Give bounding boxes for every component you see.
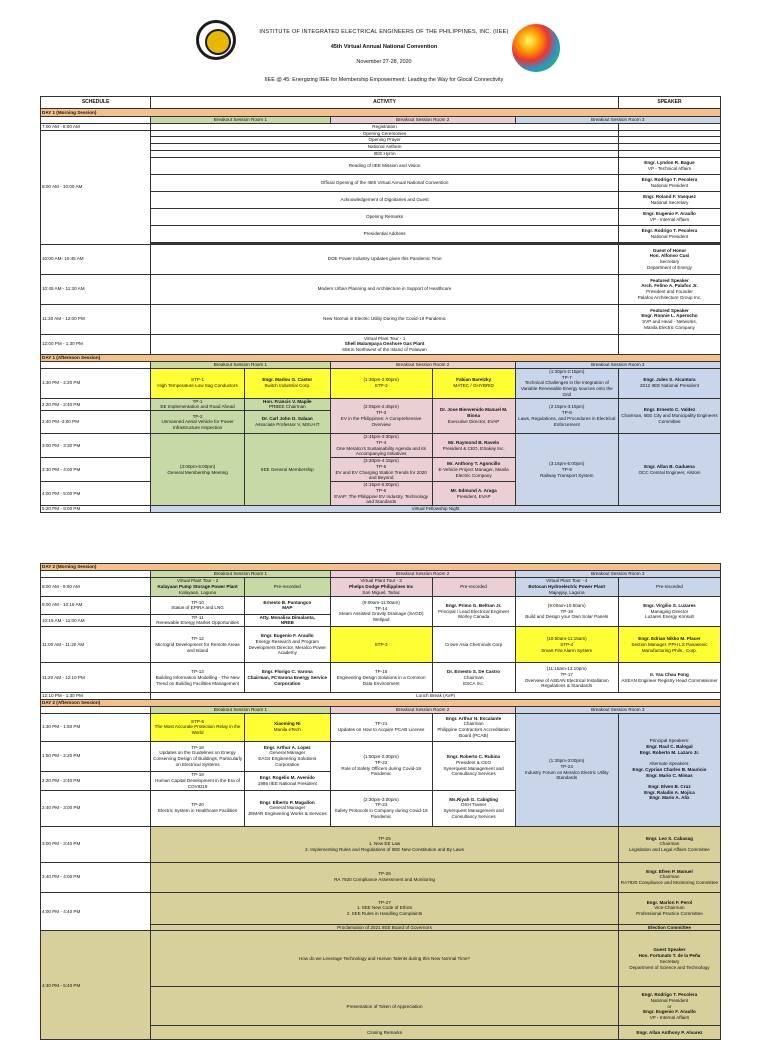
speaker-cell: Engr. Roberto C. Rubina President & CEO Synerquest Management and Consultancy Services <box>432 741 515 790</box>
speaker-cell: Engr. Ernesto C. Valdez Chairman, IIEE City and Municipality Engineers Committee <box>618 398 720 433</box>
activity-cell: Virtual Plant Tour - 2 Kalayaan Pump Storage Power Plant Kalayaan, Laguna <box>151 577 245 596</box>
time-slot: 4:00 PM - 4:40 PM <box>41 892 151 931</box>
activity-cell: TP-10 Status of EPIRA and LNG <box>151 596 245 614</box>
activity-cell: How do we Leverage Technology and Human Talents during this New Normal Time? <box>151 931 619 987</box>
activity-cell: (9:00am-10:50am) TP-18 Build and Design your Own Solar Panels <box>515 596 618 626</box>
activity-cell: (3:30pm-4:15pm) TP-5 EV and EV Charging Station Trends for 2020 and Beyond <box>330 458 432 482</box>
activity-cell: TP-1 EE Implementation and Road Ahead <box>151 398 245 410</box>
col-header-speaker: SPEAKER <box>618 97 720 109</box>
room-header: Breakout Session Room 1 <box>151 361 331 368</box>
speaker-cell: Mr. Edmund A. Araga President, EVAP <box>432 482 515 506</box>
time-slot: 9:00 AM - 10:15 AM <box>41 596 151 614</box>
speaker-cell: Dr. Jose Bienvenido Manuel M. Biona Executive Director, EVAP <box>432 398 515 433</box>
activity-cell: Acknowledgement of Dignitaries and Guest <box>151 191 619 208</box>
activity-cell: Virtual Plant Tour - 1 Shell Malampaya Onshore Gas Plant 65Km Northwest of the Island of Palawan <box>151 334 619 354</box>
activity-cell: TP-19 Human Capital Development in the Era of COVID19 <box>151 771 245 790</box>
activity-cell: (2:45pm-3:30pm) TP-4 One Meralco's Sustainability Agenda and its Accompanying Initiatives <box>330 434 432 458</box>
time-slot: 4:40 PM - 5:40 PM <box>41 931 151 1040</box>
activity-cell: TP-25 1. New EE Law 2. Implementing Rules and Regulations of IIEE New Constitution and By Laws <box>151 826 619 862</box>
time-slot: 2:20 PM - 2:40 PM <box>41 398 151 410</box>
page-header <box>0 0 768 95</box>
speaker-cell: Engr. Elberto P. Magallon General Manager JEMAR Engineering Works & Services <box>244 790 330 826</box>
activity-cell: Presentation of Token of Appreciation <box>151 987 619 1026</box>
speaker-cell: Ms.Riyah G. Cabigting OSH Trainer Synerquest Management and Consultancy Services <box>432 790 515 826</box>
time-slot: 11:30 AM - 12:00 PM <box>41 304 151 334</box>
activity-cell: STP-1 High Temperature Low Sag Conductors <box>151 368 245 398</box>
time-slot: 5:20 PM - 8:00 PM <box>41 506 151 513</box>
activity-cell: Virtual Plant Tour - 3 Phelps Dodge Philippines Inc San Miguel, Tarlac <box>330 577 432 596</box>
time-slot: 12:10 PM - 1:30 PM <box>41 693 151 700</box>
activity-cell: Closing Remarks <box>151 1026 619 1040</box>
speaker-cell: Pre-recorded <box>618 577 720 596</box>
room-header: Breakout Session Room 1 <box>151 117 331 124</box>
room-header: Breakout Session Room 2 <box>330 361 515 368</box>
activity-cell: Opening Prayer <box>151 137 619 144</box>
speaker-cell: Engr. Allan B. Gaduena OCC Central Engineer, Alstom <box>618 434 720 506</box>
speaker-cell: Engr. Rodrigo T. Pecolera National President <box>618 174 720 191</box>
room-header: Breakout Session Room 1 <box>151 571 330 578</box>
speaker-cell: Principal Speakers: Engr. Raul C. Balogal Engr. Roberto M. Lazaro Jr. Alternate Speakers: Engr. Cyprian Charles B. Mauricio Engr. Mario C. Mimas Engr. Elven B. Cruz Engr. Raladin A. Mojica Engr. Mario A. Alix <box>618 713 720 826</box>
iiee-logo <box>196 20 236 60</box>
convention-theme: IIEE @ 45: Energizing IIEE for Membership Empowerment: Leading the Way for Glocal Connectivity <box>264 77 504 83</box>
activity-cell: Registration <box>151 124 619 131</box>
speaker-cell: Ir. Yau Chau Fong ASEAN Engineer Registry Head Commissioner <box>618 663 720 693</box>
section-day2-morning: DAY 2 (Morning Session) <box>41 564 721 571</box>
time-slot: 2:20 PM - 2:40 PM <box>41 771 151 790</box>
col-header-schedule: SCHEDULE <box>41 97 151 109</box>
room-header: Breakout Session Room 3 <box>515 571 720 578</box>
speaker-cell: Dr. Ernesto S. De Castro Chairman ESCA Inc. <box>432 663 515 693</box>
activity-cell: TP-13 Building Information Modelling - The New Trend on Building Facilities Management <box>151 663 245 693</box>
speaker-cell: Engr. Eugenio F. Araullo VP - Internal Affairs <box>618 208 720 225</box>
activity-cell: IIEE Hymn <box>151 150 619 157</box>
schedule-table-day1 <box>40 96 721 513</box>
activity-cell: TP-12 Microgrid Development for Remote Areas and Island <box>151 627 245 663</box>
time-slot: 10:15 AM - 11:00 AM <box>41 614 151 626</box>
activity-cell: TP-2 Unmanned Aerial Vehicle for Power Infrastructure Inspection <box>151 411 245 434</box>
activity-cell: New Normal in Electric Utility During the Covid-19 Pandemic <box>151 304 619 334</box>
convention-dates: November 27-28, 2020 <box>356 59 412 65</box>
activity-cell: Official Opening of the 45th Virtual Annual National Convention <box>151 174 619 191</box>
activity-cell: (3:15pm-5:00pm) TP-9 Railway Transport System <box>515 434 618 506</box>
speaker-cell: Fabian Barelzky MATEC / GHYBRID <box>432 368 515 398</box>
room-header: Breakout Session Room 2 <box>330 706 515 713</box>
speaker-cell: Election Committee <box>618 924 720 931</box>
time-slot: 11:20 AM - 12:10 PM <box>41 663 151 693</box>
speaker-cell: Pre-recorded <box>244 577 330 596</box>
speaker-cell: Engr. Eugenio F. Araullo Energy Research and Program Development Director, Meralco Power Academy <box>244 627 330 663</box>
col-header-activity: ACTIVITY <box>151 97 619 109</box>
activity-cell: Lunch Break (AVP) <box>151 693 721 700</box>
speaker-cell: Engr. Leo S. Cabasag Chairman Legislation and Legal Affairs Committee <box>618 826 720 862</box>
activity-cell: (2:15pm-3:15pm) TP-8 Laws, Regulations, and Procedures in Electrical Enforcement <box>515 398 618 433</box>
speaker-cell: Engr. Virgilio S. Luzares Managing Director Luzares Energy Konsult <box>618 596 720 626</box>
speaker-cell: Engr. Rodrigo T. Pecolera National President or Engr. Eugenio F. Araullo VP - Internal Affairs <box>618 987 720 1026</box>
time-slot: 8:00 AM - 9:00 AM <box>41 577 151 596</box>
section-day2-afternoon: DAY 2 (Afternoon Session) <box>41 699 721 706</box>
time-slot: 3:30 PM - 4:00 PM <box>41 458 151 482</box>
time-slot: 3:40 PM - 4:00 PM <box>41 862 151 892</box>
time-slot: 1:50 PM - 2:20 PM <box>41 741 151 771</box>
activity-cell: (2:30pm-3:00pm) TP-23 Safety Protocols in Company during Covid-19 Pandemic <box>330 790 432 826</box>
time-slot: 2:40 PM - 3:00 PM <box>41 790 151 826</box>
activity-cell: Virtual Plant Tour - 4 Botocan Hydroelectric Power Plant Majayjay, Laguna <box>515 577 618 596</box>
section-day1-afternoon: DAY 1 (Afternoon Session) <box>41 354 721 361</box>
speaker-cell: Guest of Honor Hon. Alfonso Cusi Secretary Department of Energy <box>618 244 720 274</box>
time-slot: 10:45 AM - 11:30 AM <box>41 274 151 304</box>
activity-cell: Reading of IIEE Mission and Vision <box>151 157 619 174</box>
speaker-cell: Engr. Marlou G. Castor Switch Industrial Corp. <box>244 368 330 398</box>
speaker-cell: Mr. Raymond B. Ravelo President & CEO, ESakay Inc. <box>432 434 515 458</box>
room-header: Breakout Session Room 2 <box>330 117 515 124</box>
activity-cell: STP-3 <box>330 627 432 663</box>
speaker-cell: Atty. Monalisa Dimalanta, NREB <box>244 614 330 626</box>
activity-cell: Virtual Fellowship Night <box>151 506 721 513</box>
speaker-cell: Engr. Efren P. Manuel Chairman RA7920 Compliance and Monitoring Committee <box>618 862 720 892</box>
activity-cell: DOE Power Industry Updates given this Pandemic Time <box>151 244 619 274</box>
schedule-table-day2 <box>40 563 721 1040</box>
org-name: INSTITUTE OF INTEGRATED ELECTRICAL ENGINEERS OF THE PHILIPPINES, INC. (IIEE) <box>259 29 509 35</box>
activity-cell: Opening Ceremonies <box>151 130 619 137</box>
speaker-cell: Engr. Primo G. Beltran Jr. Principal / Lead Electrical Engineer Worley Canada <box>432 596 515 626</box>
speaker-cell: Engr. Arthur N. Escalante Chairman Philippine Contractors Accreditation Board (PCAB) <box>432 713 515 741</box>
speaker-cell: Mr. Anthony T. Agoncillo E-Vehicle Project Manager, Manila Electric Company <box>432 458 515 482</box>
activity-cell: National Anthem <box>151 144 619 151</box>
time-slot: 8:00 AM - 10:00 AM <box>41 130 151 244</box>
time-slot: 3:00 PM - 3:30 PM <box>41 434 151 458</box>
activity-cell: (1:30pm-2:15pm) TP-7 Technical Challenges in the Integration of Variable Renewable Energy sources onto the Grid <box>515 368 618 398</box>
activity-cell: (1:30pm-2:00pm) STP-2 <box>330 368 432 398</box>
time-slot: 7:00 AM - 8:00 AM <box>41 124 151 131</box>
activity-cell: TP-21 Updates on How to Acquire PCAB License <box>330 713 432 741</box>
activity-cell: TP-18 Updates on the Guidelines on Energy Conserving Design of Buildings, Particularly on Electrical Systems <box>151 741 245 771</box>
activity-cell: (3:00pm-5:00pm) General Membership Meeting <box>151 434 245 506</box>
activity-cell: TP-27 1. IIEE New Code of Ethics 2. IIEE Rules in Handling Complaints <box>151 892 619 924</box>
speaker-cell: Dr. Carl John O. Salaan Associate Professor V, MSU-IIT <box>244 411 330 434</box>
speaker-cell: Engr. Jules S. Alcantara 2012 IIEE National President <box>618 368 720 398</box>
speaker-cell: Engr. Marlon F. Perol Vice-Chairman Professional Practice Committee <box>618 892 720 924</box>
speaker-cell: Engr. Arthur A. Lopez General Manager EAGs Engineering Solutions Corporation <box>244 741 330 771</box>
convention-title: 45th Virtual Annual National Convention <box>330 44 438 50</box>
time-slot: 1:30 PM - 1:50 PM <box>41 713 151 741</box>
speaker-cell: Engr. Allan Anthony P. Alvarez <box>618 1026 720 1040</box>
time-slot: 10:00 AM- 10:45 AM <box>41 244 151 274</box>
room-header: Breakout Session Room 3 <box>515 117 720 124</box>
speaker-cell: Crown Asia Chemicals Corp <box>432 627 515 663</box>
activity-cell: (2:05pm-2:45pm) TP-3 EV in the Philippines: A Comprehensive Overview <box>330 398 432 433</box>
activity-cell: TP-15 Engineering Design Solutions in a Common Data Environment <box>330 663 432 693</box>
speaker-cell: Engr. Edrian Nikko M. Placer Section Manager, PPH LS Panasonic Manufacturing Phils., Corp. <box>618 627 720 663</box>
speaker-cell: Featured Speaker Engr. Ronnie L. Aperocho SVP and Head - Networks, Manila Electric Company <box>618 304 720 334</box>
speaker-cell: Pre-recorded <box>432 577 515 596</box>
speaker-cell: Engr. Rodrigo T. Pecolera National President <box>618 225 720 242</box>
activity-cell: Opening Remarks <box>151 208 619 225</box>
activity-cell: Modern Urban Planning and Architecture in Support of Healthcare <box>151 274 619 304</box>
activity-cell: Presidential Address <box>151 225 619 242</box>
room-header: Breakout Session Room 1 <box>151 706 330 713</box>
time-slot: 1:30 PM - 2:20 PM <box>41 368 151 398</box>
activity-cell: (10:50am-11:15am) STP-4 Smart Fire Alarm System <box>515 627 618 663</box>
activity-cell: (4:15pm-5:00pm) TP-6 EVAP: The Philippine EV Industry, Technology and Standards <box>330 482 432 506</box>
activity-cell: (11:15am-12:10pm) TP-17 Overview of ASEAN Electrical Installation Regulations & Standards <box>515 663 618 693</box>
speaker-cell: Xiaoming Ni Manila eTech <box>244 713 330 741</box>
section-day1-morning: DAY 1 (Morning Session) <box>41 109 721 117</box>
activity-cell: (1:30pm-3:00pm) TP-24 Industry Forum on Meralco Electric Utility Standards <box>515 713 618 826</box>
speaker-cell: Guest Speaker Hon. Fortunato T. de la Peña Secretary Department of Science and Technology <box>618 931 720 987</box>
speaker-cell: Engr. Florigo C. Varona Chairman, FCVarona Energy Service Corporation <box>244 663 330 693</box>
room-header: Breakout Session Room 3 <box>515 706 720 713</box>
activity-cell: Proclamation of 2021 IIEE Board of Governors <box>151 924 619 931</box>
speaker-cell: Engr. Rogelio M. Avenido 1986 IIEE National President <box>244 771 330 790</box>
activity-cell: TP-20 Electric System in Healthcare Facilities <box>151 790 245 826</box>
activity-cell: TP-11 Renewable Energy Market Opportunities <box>151 614 245 626</box>
speaker-cell: Engr. Roland F. Vasquez National Secretary <box>618 191 720 208</box>
speaker-cell: Featured Speaker Arch. Felino A. Palafox Jr. President and Founder Palafox Architecture Group Inc. <box>618 274 720 304</box>
speaker-cell: Ernesto B. Pantangco MAP <box>244 596 330 614</box>
activity-cell: (1:50pm-2:30pm) TP-22 Role of Safety Officers during Covid-19 Pandemic <box>330 741 432 790</box>
speaker-cell: Engr. Lyndon R. Bague VP - Technical Affairs <box>618 157 720 174</box>
time-slot: 2:40 PM -3:00 PM <box>41 411 151 434</box>
room-header: Breakout Session Room 2 <box>330 571 515 578</box>
time-slot: 11:00 AM - 11:20 AM <box>41 627 151 663</box>
speaker-cell: IIEE General Membership <box>244 434 330 506</box>
room-header: Breakout Session Room 3 <box>515 361 720 368</box>
speaker-cell: Hon. Francis V. Mapile PRBEE Chairman <box>244 398 330 410</box>
time-slot: 4:00 PM - 5:00 PM <box>41 482 151 506</box>
activity-cell: (9:00am-11:00am) TP-14 Steam Assisted Gravity Drainage (SAGD) Wellpad <box>330 596 432 626</box>
activity-cell: TP-26 RA 7920 Compliance Assessment and Monitoring <box>151 862 619 892</box>
time-slot: 12:00 PM - 1:30 PM <box>41 334 151 354</box>
activity-cell: STP-5 The Most Accurate Protection Relay in the World <box>151 713 245 741</box>
time-slot: 3:00 PM - 3:40 PM <box>41 826 151 862</box>
